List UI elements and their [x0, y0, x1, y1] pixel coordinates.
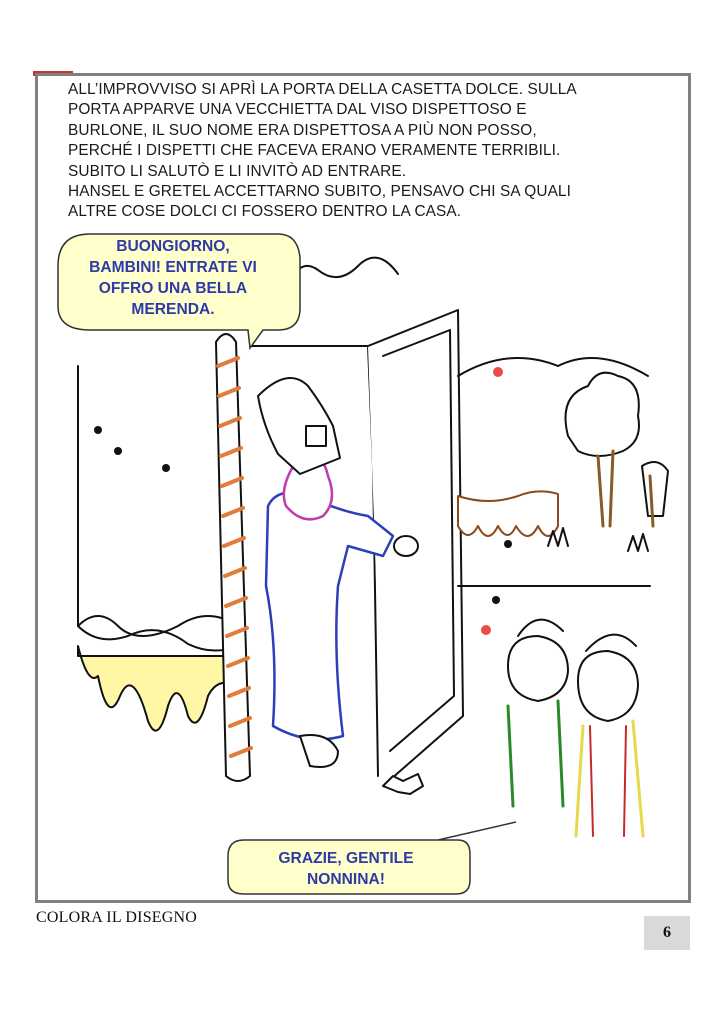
- hansel-body: [508, 701, 563, 806]
- coloring-illustration: [38, 226, 690, 902]
- story-line: HANSEL E GRETEL ACCETTARNO SUBITO, PENSAVO CHI SA QUALI: [68, 183, 571, 201]
- gretel-head: [578, 651, 638, 721]
- red-candy: [493, 367, 503, 377]
- page-number: 6: [644, 916, 690, 950]
- hat-buckle: [306, 426, 326, 446]
- hansel-hat: [518, 620, 563, 636]
- story-line: ALL’IMPROVVISO SI APRÌ LA PORTA DELLA CASETTA DOLCE. SULLA: [68, 81, 577, 98]
- story-line: BURLONE, IL SUO NOME ERA DISPETTOSA A PIÙ NON POSSO,: [68, 121, 537, 139]
- tree-small: [642, 462, 668, 516]
- tree-crown: [566, 373, 640, 456]
- speech-line: OFFRO UNA BELLA: [98, 280, 248, 297]
- gretel-hat: [586, 635, 636, 651]
- house-left-wall: [78, 366, 238, 636]
- speech-line: BAMBINI! ENTRATE VI: [89, 259, 257, 276]
- story-paragraph: [68, 80, 678, 223]
- story-line: ALTRE COSE DOLCI CI FOSSERO DENTRO LA CASA.: [68, 203, 462, 221]
- footer-caption: COLORA IL DISEGNO: [36, 909, 198, 926]
- story-line: SUBITO LI SALUTÒ E LI INVITÒ AD ENTRARE.: [68, 162, 407, 180]
- tree-trunk: [598, 451, 613, 526]
- witch-shoe: [300, 735, 338, 767]
- witch-speech-text: [63, 236, 283, 320]
- grass-tuft: [628, 534, 648, 551]
- speech-line: MERENDA.: [131, 301, 215, 318]
- chocolate-drips: [458, 491, 558, 536]
- roof-icing: [288, 258, 398, 290]
- hansel-head: [508, 636, 568, 701]
- story-line: PORTA APPARVE UNA VECCHIETTA DAL VISO DISPETTOSO E: [68, 101, 527, 119]
- story-line: PERCHÉ I DISPETTI CHE FACEVA ERANO VERAMENTE TERRIBILI.: [68, 142, 561, 160]
- icing-drips: [78, 646, 238, 731]
- children-speech-text: [232, 848, 460, 890]
- hill-line: [458, 358, 648, 376]
- speech-line: BUONGIORNO,: [116, 238, 230, 255]
- witch-hat: [258, 378, 340, 474]
- candy-cane: [216, 334, 250, 781]
- speech-line: GRAZIE, GENTILE: [278, 850, 414, 867]
- gretel-body: [576, 721, 643, 836]
- red-candy: [481, 625, 491, 635]
- witch-robe: [266, 493, 393, 740]
- witch-hand: [394, 536, 418, 556]
- speech-line: NONNINA!: [307, 871, 385, 888]
